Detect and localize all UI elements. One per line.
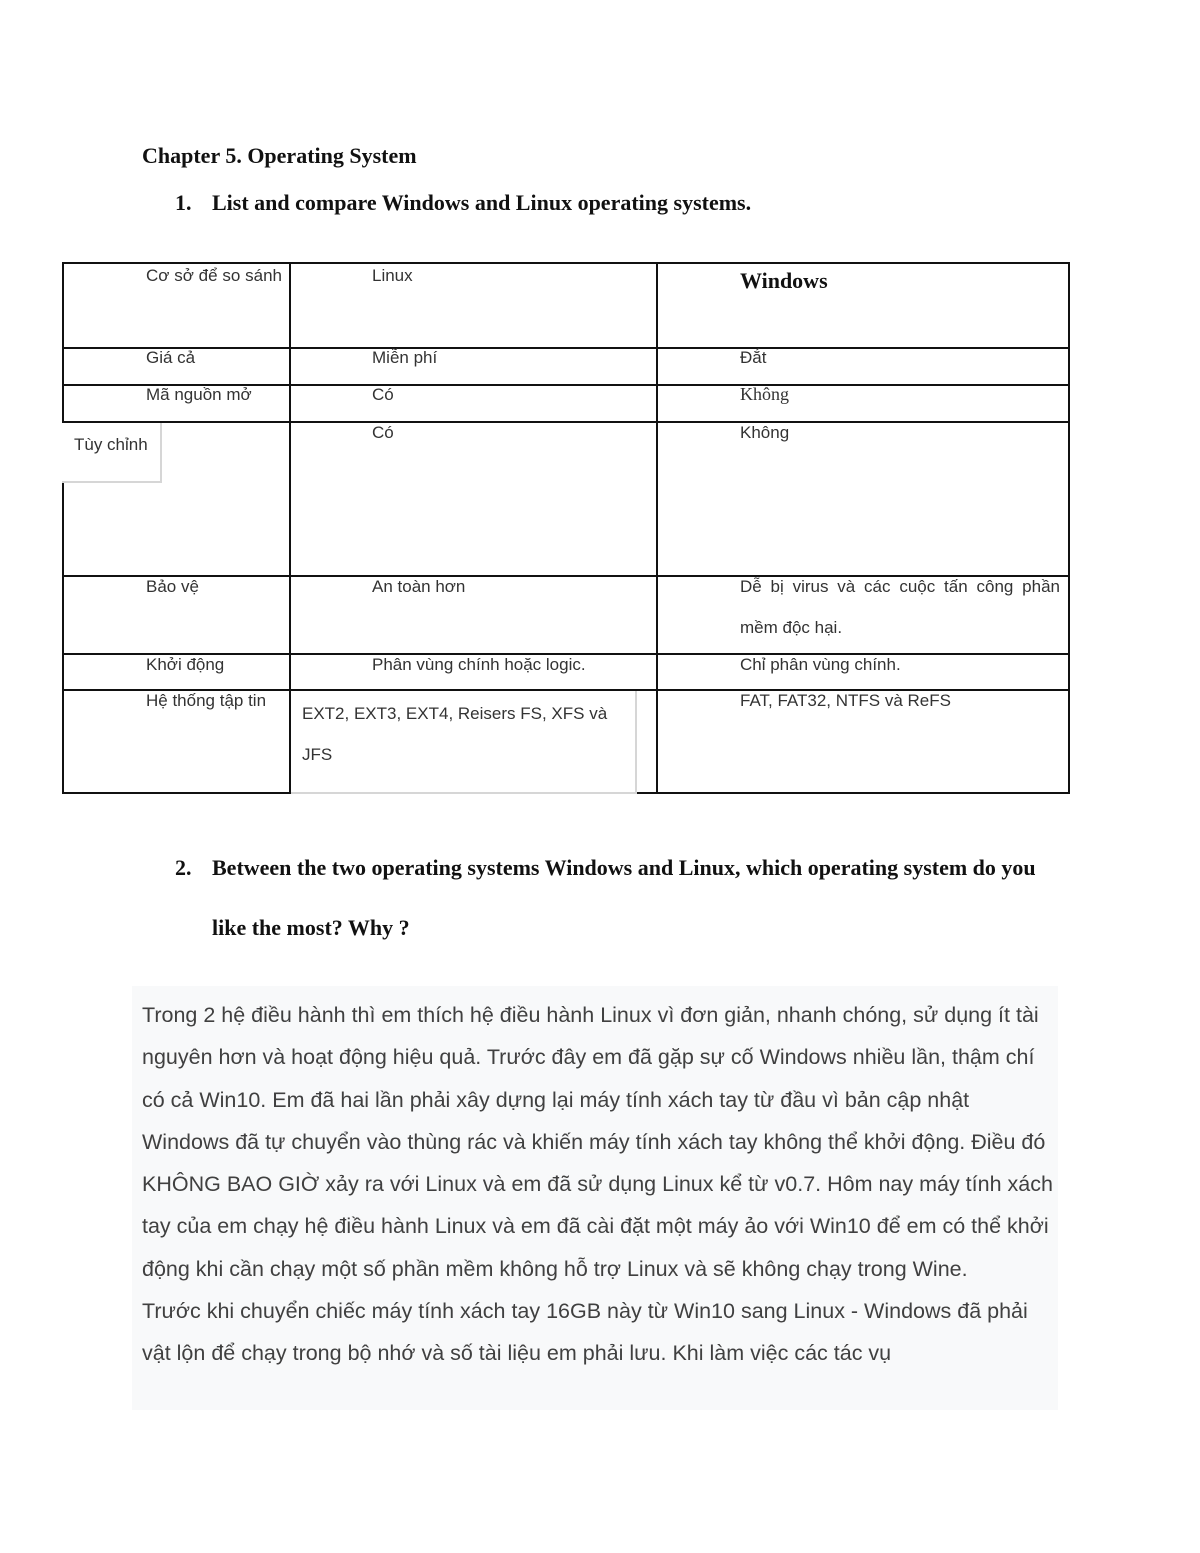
table-rule bbox=[62, 347, 1070, 349]
row-boot-basis: Khởi động bbox=[146, 655, 225, 674]
row-filesystem-linux-box bbox=[291, 691, 637, 794]
question-2-text: Between the two operating systems Windows and Linux, which operating system do you like the most? Why ? bbox=[212, 855, 1036, 940]
comparison-table bbox=[62, 262, 1070, 794]
row-filesystem-linux: EXT2, EXT3, EXT4, Reisers FS, XFS và JFS bbox=[302, 704, 608, 764]
header-windows: Windows bbox=[740, 268, 828, 293]
answer-block bbox=[132, 986, 1058, 1410]
table-rule bbox=[656, 262, 658, 794]
table-rule bbox=[62, 262, 64, 794]
header-linux: Linux bbox=[372, 266, 413, 285]
question-1-text: List and compare Windows and Linux operating systems. bbox=[212, 190, 752, 215]
row-protection-windows: Dễ bị virus và các cuộc tấn công phần mềm độc hại. bbox=[740, 577, 1060, 637]
row-custom-windows: Không bbox=[740, 423, 790, 442]
row-price-basis: Giá cả bbox=[146, 348, 196, 367]
row-price-linux: Miễn phí bbox=[372, 348, 438, 367]
row-protection-basis: Bảo vệ bbox=[146, 577, 199, 596]
row-opensource-windows: Không bbox=[740, 384, 789, 404]
table-rule bbox=[62, 421, 1070, 423]
answer-paragraph-2: Trước khi chuyển chiếc máy tính xách tay 16GB này từ Win10 sang Linux - Windows đã phải vật lộn để chạy trong bộ nhớ và số tài liệu em phải lưu. Khi làm việc các tác vụ bbox=[142, 1299, 1028, 1366]
question-1-number: 1. bbox=[175, 190, 192, 215]
header-basis: Cơ sở để so sánh bbox=[146, 266, 282, 285]
row-opensource-linux: Có bbox=[372, 385, 394, 404]
row-filesystem-basis: Hệ thống tập tin bbox=[146, 691, 267, 710]
row-custom-basis: Tùy chỉnh bbox=[74, 435, 148, 454]
row-boot-windows: Chỉ phân vùng chính. bbox=[740, 655, 901, 674]
question-2-number: 2. bbox=[175, 855, 192, 880]
table-rule bbox=[1068, 262, 1070, 794]
chapter-title: Chapter 5. Operating System bbox=[142, 143, 417, 168]
row-price-windows: Đắt bbox=[740, 348, 767, 367]
row-filesystem-windows: FAT, FAT32, NTFS và ReFS bbox=[740, 691, 951, 710]
answer-paragraph-1: Trong 2 hệ điều hành thì em thích hệ điều hành Linux vì đơn giản, nhanh chóng, sử dụng ít tài nguyên hơn và hoạt động hiệu quả. Trước đây em đã gặp sự cố Windows nhiều lần, thậm chí có cả Win10. Em đã hai lần phải xây dựng lại máy tính xách tay từ đầu vì bản cập nhật Windows đã tự chuyển vào thùng rác và khiến máy tính xách tay không thể khởi động. Điều đó KHÔNG BAO GIỜ xảy ra với Linux và em đã sử dụng Linux kể từ v0.7. Hôm nay máy tính xách tay của em chạy hệ điều hành Linux và em đã cài đặt một máy ảo với Win10 để em có thể khởi động khi cần chạy một số phần mềm không hỗ trợ Linux và sẽ không chạy trong Wine. bbox=[142, 1003, 1053, 1281]
row-custom-linux: Có bbox=[372, 423, 394, 442]
row-boot-linux: Phân vùng chính hoặc logic. bbox=[372, 655, 586, 674]
row-protection-linux: An toàn hơn bbox=[372, 577, 466, 596]
row-opensource-basis: Mã nguồn mở bbox=[146, 385, 252, 404]
row-custom-basis-box bbox=[62, 423, 162, 483]
